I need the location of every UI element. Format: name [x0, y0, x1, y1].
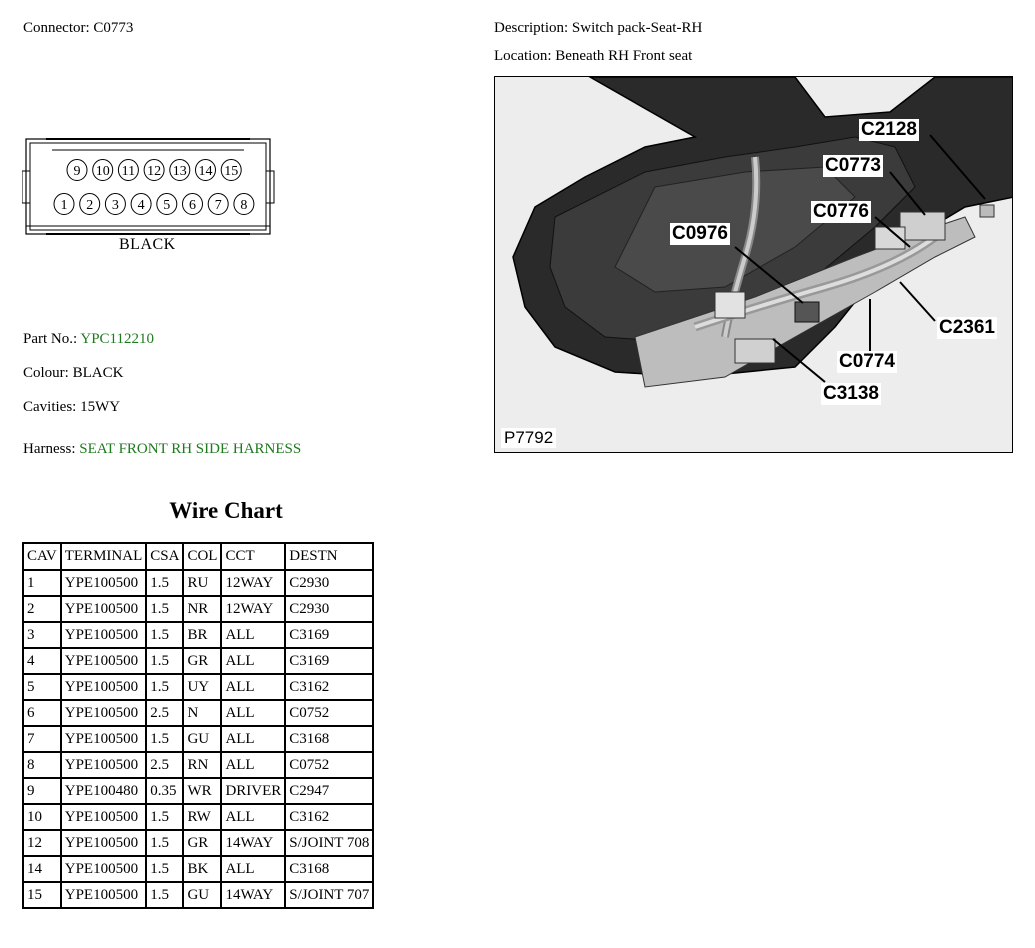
colour-label: Colour: — [23, 365, 69, 381]
location-line — [494, 48, 692, 65]
table-row — [23, 700, 373, 726]
cell-col: RU — [183, 570, 221, 596]
cell-col: GU — [183, 726, 221, 752]
cell-cct: ALL — [221, 726, 285, 752]
cell-destn: C3162 — [285, 804, 373, 830]
colour-value: BLACK — [72, 365, 124, 381]
description-label: Description: — [494, 20, 569, 36]
cell-destn: C3168 — [285, 726, 373, 752]
bottom-row-pin-number: 2 — [86, 198, 94, 213]
callout-c0773: C0773 — [825, 155, 881, 176]
connector-id: C0773 — [93, 20, 134, 36]
table-row — [23, 648, 373, 674]
cell-terminal: YPE100500 — [61, 752, 147, 778]
cell-terminal: YPE100500 — [61, 674, 147, 700]
cell-col: N — [183, 700, 221, 726]
cell-col: BK — [183, 856, 221, 882]
wire-chart-header-row — [23, 543, 373, 570]
connector-line — [23, 20, 133, 37]
pin-row-bottom — [54, 194, 254, 215]
cell-cav: 7 — [23, 726, 61, 752]
cavities-value: 15WY — [80, 399, 121, 415]
pin-row-top — [67, 160, 241, 181]
column-header-col: COL — [183, 543, 221, 570]
cell-destn: C0752 — [285, 700, 373, 726]
cell-cav: 2 — [23, 596, 61, 622]
top-row-pin-number: 10 — [95, 164, 110, 179]
cell-destn: S/JOINT 708 — [285, 830, 373, 856]
top-row-pin-number: 14 — [198, 164, 213, 179]
cell-destn: C3162 — [285, 674, 373, 700]
cell-csa: 1.5 — [146, 726, 183, 752]
cell-cav: 10 — [23, 804, 61, 830]
bottom-row-pin-number: 8 — [240, 198, 248, 213]
cell-col: GR — [183, 648, 221, 674]
cell-csa: 1.5 — [146, 856, 183, 882]
table-row — [23, 778, 373, 804]
cell-col: UY — [183, 674, 221, 700]
cell-col: GR — [183, 830, 221, 856]
wire-chart-table — [22, 542, 374, 909]
cell-cct: ALL — [221, 700, 285, 726]
cell-terminal: YPE100500 — [61, 700, 147, 726]
table-row — [23, 882, 373, 908]
cell-csa: 1.5 — [146, 570, 183, 596]
cell-cct: DRIVER — [221, 778, 285, 804]
cell-csa: 1.5 — [146, 674, 183, 700]
callout-c3138: C3138 — [823, 383, 879, 404]
harness-label: Harness: — [23, 441, 76, 457]
top-row-pin-number: 15 — [224, 164, 239, 179]
table-row — [23, 752, 373, 778]
cell-destn: C3168 — [285, 856, 373, 882]
cell-col: WR — [183, 778, 221, 804]
cell-terminal: YPE100500 — [61, 622, 147, 648]
cell-terminal: YPE100480 — [61, 778, 147, 804]
cell-destn: C3169 — [285, 622, 373, 648]
part-no-line — [23, 331, 154, 348]
top-row-pin-number: 12 — [147, 164, 162, 179]
cell-destn: C2930 — [285, 596, 373, 622]
location-label: Location: — [494, 48, 552, 64]
table-row — [23, 570, 373, 596]
table-row — [23, 830, 373, 856]
bottom-row-pin-number: 7 — [214, 198, 222, 213]
cell-col: NR — [183, 596, 221, 622]
table-row — [23, 726, 373, 752]
callout-c0976: C0976 — [672, 223, 728, 244]
cell-col: RW — [183, 804, 221, 830]
figure-code: P7792 — [501, 428, 556, 448]
cell-terminal: YPE100500 — [61, 726, 147, 752]
cell-cct: ALL — [221, 622, 285, 648]
cell-cct: 12WAY — [221, 570, 285, 596]
cell-terminal: YPE100500 — [61, 830, 147, 856]
harness-link[interactable]: SEAT FRONT RH SIDE HARNESS — [79, 441, 302, 457]
cell-csa: 2.5 — [146, 752, 183, 778]
cell-terminal: YPE100500 — [61, 856, 147, 882]
cavities-line — [23, 399, 120, 416]
top-row-pin-number: 9 — [73, 164, 81, 179]
seat-illustration — [495, 77, 1013, 453]
cell-csa: 1.5 — [146, 830, 183, 856]
cell-cct: 14WAY — [221, 882, 285, 908]
cell-terminal: YPE100500 — [61, 570, 147, 596]
cell-col: RN — [183, 752, 221, 778]
connector-color-caption: BLACK — [119, 236, 176, 253]
cell-cav: 6 — [23, 700, 61, 726]
column-header-terminal: TERMINAL — [61, 543, 147, 570]
cell-col: BR — [183, 622, 221, 648]
bottom-row-pin-number: 4 — [137, 198, 145, 213]
cell-csa: 1.5 — [146, 596, 183, 622]
cell-terminal: YPE100500 — [61, 648, 147, 674]
column-header-destn: DESTN — [285, 543, 373, 570]
cell-csa: 0.35 — [146, 778, 183, 804]
table-row — [23, 596, 373, 622]
cell-destn: S/JOINT 707 — [285, 882, 373, 908]
cell-cct: ALL — [221, 674, 285, 700]
cell-cav: 3 — [23, 622, 61, 648]
bottom-row-pin-number: 1 — [60, 198, 68, 213]
harness-line — [23, 441, 301, 458]
location-figure — [494, 76, 1013, 453]
cell-cav: 15 — [23, 882, 61, 908]
bottom-row-pin-number: 3 — [111, 198, 119, 213]
cell-destn: C3169 — [285, 648, 373, 674]
colour-line — [23, 365, 123, 382]
cell-terminal: YPE100500 — [61, 882, 147, 908]
callout-c2128: C2128 — [861, 119, 917, 140]
part-no-label: Part No.: — [23, 331, 78, 347]
cell-cct: 12WAY — [221, 596, 285, 622]
column-header-csa: CSA — [146, 543, 183, 570]
cell-cav: 12 — [23, 830, 61, 856]
cell-cav: 4 — [23, 648, 61, 674]
wire-chart-body — [23, 570, 373, 908]
cell-csa: 1.5 — [146, 648, 183, 674]
cell-csa: 1.5 — [146, 622, 183, 648]
table-row — [23, 856, 373, 882]
table-row — [23, 622, 373, 648]
cell-cct: ALL — [221, 856, 285, 882]
bottom-row-pin-number: 6 — [189, 198, 196, 213]
callout-c0776: C0776 — [813, 201, 869, 222]
cell-terminal: YPE100500 — [61, 804, 147, 830]
cell-cct: ALL — [221, 804, 285, 830]
cell-cav: 14 — [23, 856, 61, 882]
location-value: Beneath RH Front seat — [555, 48, 693, 64]
connector-label: Connector: — [23, 20, 90, 36]
column-header-cav: CAV — [23, 543, 61, 570]
wire-chart-title: Wire Chart — [169, 498, 283, 523]
cell-csa: 2.5 — [146, 700, 183, 726]
cavities-label: Cavities: — [23, 399, 77, 415]
connector-face-diagram — [22, 136, 282, 261]
callout-c2361: C2361 — [939, 317, 995, 338]
table-row — [23, 674, 373, 700]
bottom-row-pin-number: 5 — [163, 198, 171, 213]
cell-cct: ALL — [221, 752, 285, 778]
description-line — [494, 20, 702, 37]
cell-cav: 8 — [23, 752, 61, 778]
description-value: Switch pack-Seat-RH — [571, 20, 703, 36]
top-row-pin-number: 13 — [172, 164, 187, 179]
cell-destn: C2930 — [285, 570, 373, 596]
cell-destn: C0752 — [285, 752, 373, 778]
cell-cct: 14WAY — [221, 830, 285, 856]
cell-destn: C2947 — [285, 778, 373, 804]
top-row-pin-number: 11 — [121, 164, 136, 179]
cell-csa: 1.5 — [146, 882, 183, 908]
cell-cav: 5 — [23, 674, 61, 700]
cell-cav: 1 — [23, 570, 61, 596]
cell-cct: ALL — [221, 648, 285, 674]
cell-cav: 9 — [23, 778, 61, 804]
part-no-link[interactable]: YPC112210 — [80, 331, 154, 347]
cell-csa: 1.5 — [146, 804, 183, 830]
cell-terminal: YPE100500 — [61, 596, 147, 622]
cell-col: GU — [183, 882, 221, 908]
table-row — [23, 804, 373, 830]
callout-c0774: C0774 — [839, 351, 895, 372]
column-header-cct: CCT — [221, 543, 285, 570]
